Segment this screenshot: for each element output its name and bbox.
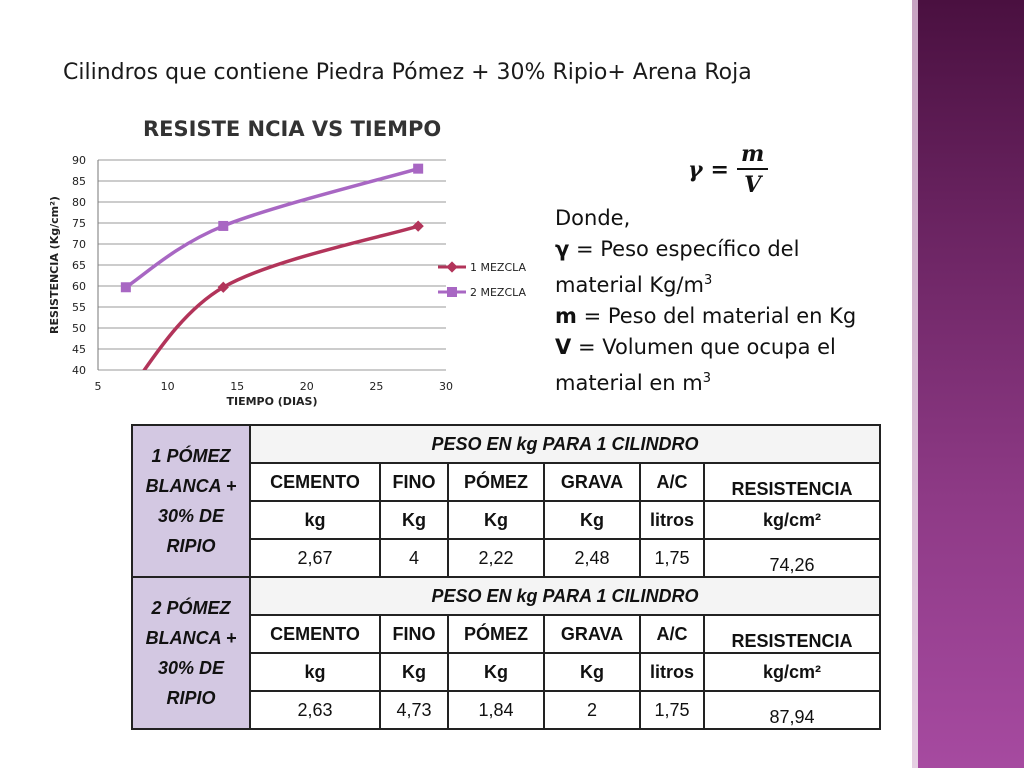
v-text-2: material en m — [555, 371, 703, 395]
m-text: = Peso del material en Kg — [576, 304, 857, 328]
v-exponent: 3 — [702, 371, 711, 386]
value-cell: 2,48 — [544, 539, 640, 577]
group-header-1: PESO EN kg PARA 1 CILINDRO — [250, 425, 880, 463]
x-tick-label: 30 — [439, 380, 453, 393]
value-cell: 87,94 — [704, 691, 880, 729]
value-cell: 1,75 — [640, 691, 704, 729]
x-tick-label: 25 — [369, 380, 384, 393]
cylinder-data-table — [131, 424, 881, 730]
column-header: CEMENTO — [250, 463, 380, 501]
value-cell: 1,84 — [448, 691, 544, 729]
column-header: A/C — [640, 463, 704, 501]
y-tick-label: 65 — [72, 259, 86, 272]
column-header: RESISTENCIA — [704, 615, 880, 653]
unit-cell: Kg — [544, 501, 640, 539]
formula-gamma: γ — [688, 157, 703, 183]
formula-equals: = — [710, 157, 729, 183]
definition-m — [555, 301, 895, 332]
data-point — [121, 282, 131, 292]
m-symbol: m — [555, 304, 577, 328]
y-tick-label: 50 — [72, 322, 86, 335]
gamma-exponent: 3 — [703, 273, 713, 288]
y-axis-label: RESISTENCIA (Kg/cm²) — [48, 196, 61, 334]
y-tick-label: 80 — [72, 196, 86, 209]
series-line-2 — [126, 169, 418, 288]
resistance-time-chart — [40, 150, 540, 420]
gamma-symbol: γ — [555, 237, 570, 261]
x-tick-label: 20 — [299, 380, 314, 393]
group-label-1: 1 PÓMEZ BLANCA + 30% DE RIPIO — [132, 425, 250, 577]
formula-fraction — [737, 140, 768, 200]
data-point — [413, 220, 424, 231]
y-tick-label: 90 — [72, 154, 86, 167]
density-formula — [688, 140, 768, 200]
definition-v-line2 — [555, 363, 895, 399]
unit-cell: kg — [250, 501, 380, 539]
y-tick-label: 40 — [72, 364, 86, 377]
column-header: GRAVA — [544, 463, 640, 501]
data-point — [413, 164, 423, 174]
column-header: FINO — [380, 463, 448, 501]
unit-cell: litros — [640, 653, 704, 691]
formula-denominator: V — [744, 172, 762, 198]
chart-title: RESISTE NCIA VS TIEMPO — [143, 117, 442, 141]
x-tick-label: 10 — [160, 380, 175, 393]
legend-label-2: 2 MEZCLA — [470, 286, 527, 299]
decorative-side-bar — [912, 0, 1024, 768]
unit-cell: Kg — [380, 501, 448, 539]
column-header: PÓMEZ — [448, 615, 544, 653]
value-cell: 4 — [380, 539, 448, 577]
value-cell: 2 — [544, 691, 640, 729]
v-symbol: V — [555, 335, 572, 359]
definitions — [555, 203, 895, 399]
column-header: RESISTENCIA — [704, 463, 880, 501]
x-tick-label: 5 — [94, 380, 102, 393]
definition-gamma — [555, 234, 895, 265]
unit-cell: kg — [250, 653, 380, 691]
value-cell: 1,75 — [640, 539, 704, 577]
group-label-2: 2 PÓMEZ BLANCA + 30% DE RIPIO — [132, 577, 250, 729]
value-cell: 74,26 — [704, 539, 880, 577]
definition-v — [555, 332, 895, 363]
group-header-2: PESO EN kg PARA 1 CILINDRO — [250, 577, 880, 615]
definition-gamma-line2 — [555, 265, 895, 301]
table-row — [132, 577, 880, 615]
unit-cell: Kg — [448, 501, 544, 539]
gamma-text: = Peso específico del — [569, 237, 800, 261]
column-header: A/C — [640, 615, 704, 653]
legend-marker — [447, 287, 457, 297]
x-tick-label: 15 — [230, 380, 245, 393]
y-tick-label: 75 — [72, 217, 86, 230]
unit-cell: kg/cm² — [704, 653, 880, 691]
definitions-intro: Donde, — [555, 206, 631, 230]
unit-cell: Kg — [448, 653, 544, 691]
column-header: GRAVA — [544, 615, 640, 653]
value-cell: 2,67 — [250, 539, 380, 577]
data-point — [218, 221, 228, 231]
table-row — [132, 425, 880, 463]
slide-title: Cilindros que contiene Piedra Pómez + 30% Ripio+ Arena Roja — [63, 60, 752, 85]
y-tick-label: 55 — [72, 301, 86, 314]
unit-cell: litros — [640, 501, 704, 539]
unit-cell: Kg — [544, 653, 640, 691]
column-header: CEMENTO — [250, 615, 380, 653]
value-cell: 2,22 — [448, 539, 544, 577]
gamma-text-2: material Kg/m — [555, 273, 704, 297]
value-cell: 4,73 — [380, 691, 448, 729]
v-text: = Volumen que ocupa el — [571, 335, 836, 359]
y-tick-label: 60 — [72, 280, 86, 293]
formula-numerator: m — [737, 140, 768, 170]
value-cell: 2,63 — [250, 691, 380, 729]
column-header: FINO — [380, 615, 448, 653]
y-tick-label: 70 — [72, 238, 86, 251]
legend-marker — [446, 261, 457, 272]
y-tick-label: 45 — [72, 343, 86, 356]
x-axis-label: TIEMPO (DIAS) — [226, 395, 318, 408]
unit-cell: kg/cm² — [704, 501, 880, 539]
legend-label-1: 1 MEZCLA — [470, 261, 527, 274]
column-header: PÓMEZ — [448, 463, 544, 501]
unit-cell: Kg — [380, 653, 448, 691]
y-tick-label: 85 — [72, 175, 86, 188]
